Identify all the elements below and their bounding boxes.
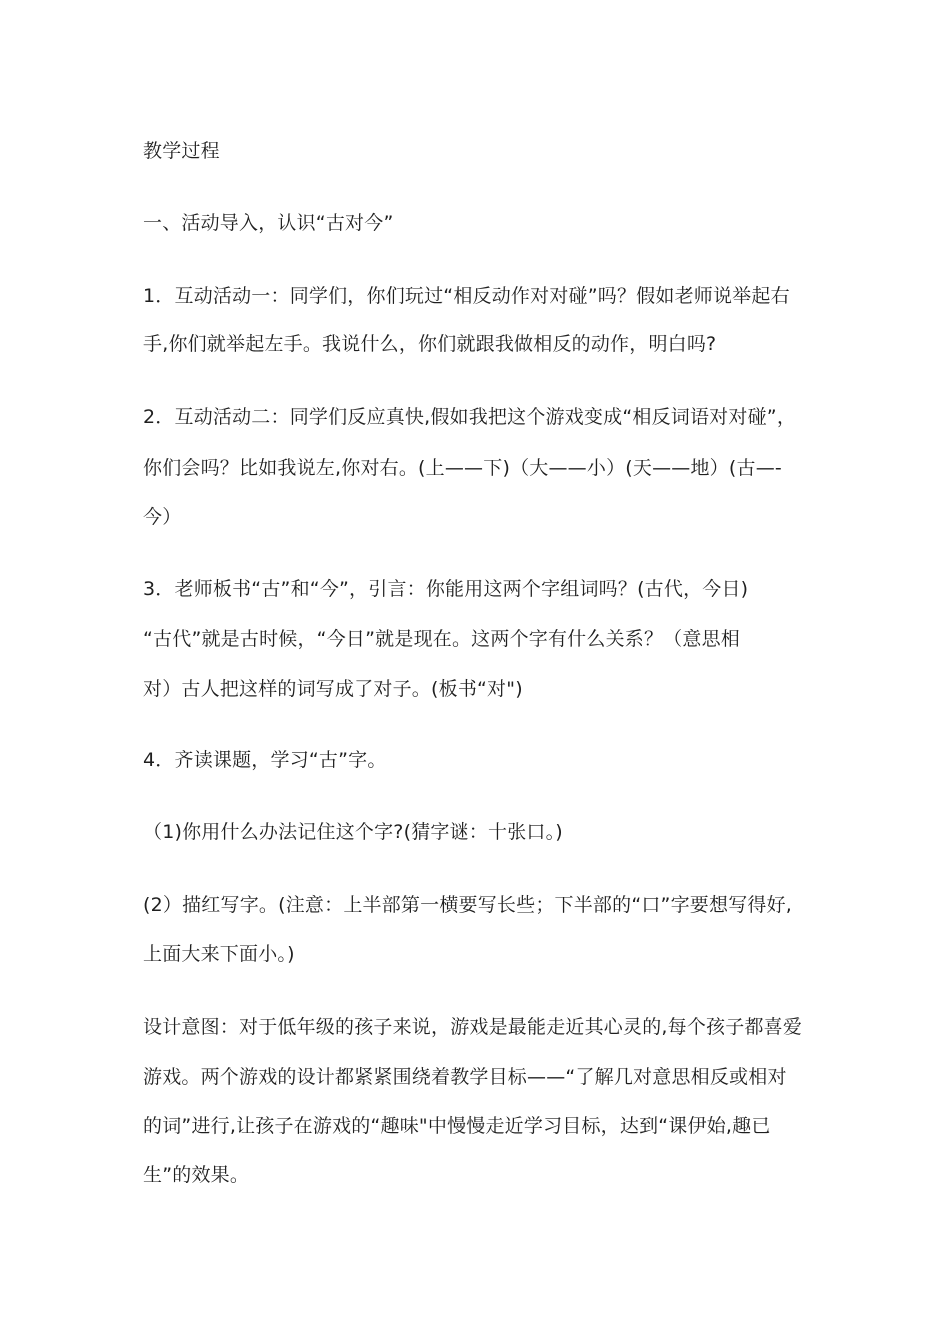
text-line: “古代”就是古时候，“今日”就是现在。这两个字有什么关系？（意思相: [143, 628, 740, 650]
text-line: 3．老师板书“古”和“今”，引言：你能用这两个字组词吗？(古代，今日): [143, 578, 749, 600]
text-line: 今）: [143, 506, 182, 528]
text-line: 上面大来下面小。): [143, 943, 295, 965]
text-line: 1．互动活动一：同学们，你们玩过“相反动作对对碰”吗？假如老师说举起右: [143, 285, 790, 307]
document-heading: 教学过程: [143, 140, 220, 162]
text-line: 手,你们就举起左手。我说什么，你们就跟我做相反的动作，明白吗?: [143, 333, 717, 355]
text-line: 4．齐读课题，学习“古”字。: [143, 749, 387, 771]
text-line: 2．互动活动二：同学们反应真快,假如我把这个游戏变成“相反词语对对碰”，: [143, 406, 797, 428]
text-line: 对）古人把这样的词写成了对子。(板书“对"): [143, 678, 523, 700]
text-line: 生”的效果。: [143, 1164, 250, 1186]
text-line: 的词”进行,让孩子在游戏的“趣味"中慢慢走近学习目标，达到“课伊始,趣已: [143, 1115, 771, 1137]
text-line: 你们会吗？比如我说左,你对右。(上——下)（大——小）(天——地）(古—-: [143, 457, 782, 479]
text-line: （1)你用什么办法记住这个字?(猜字谜：十张口。): [143, 821, 563, 843]
section-title: 一、活动导入，认识“古对今”: [143, 212, 394, 234]
text-line: 游戏。两个游戏的设计都紧紧围绕着教学目标——“了解几对意思相反或相对: [143, 1066, 787, 1088]
text-line: 设计意图：对于低年级的孩子来说，游戏是最能走近其心灵的,每个孩子都喜爱: [143, 1016, 803, 1038]
text-line: (2）描红写字。(注意：上半部第一横要写长些；下半部的“口”字要想写得好,: [143, 894, 793, 916]
